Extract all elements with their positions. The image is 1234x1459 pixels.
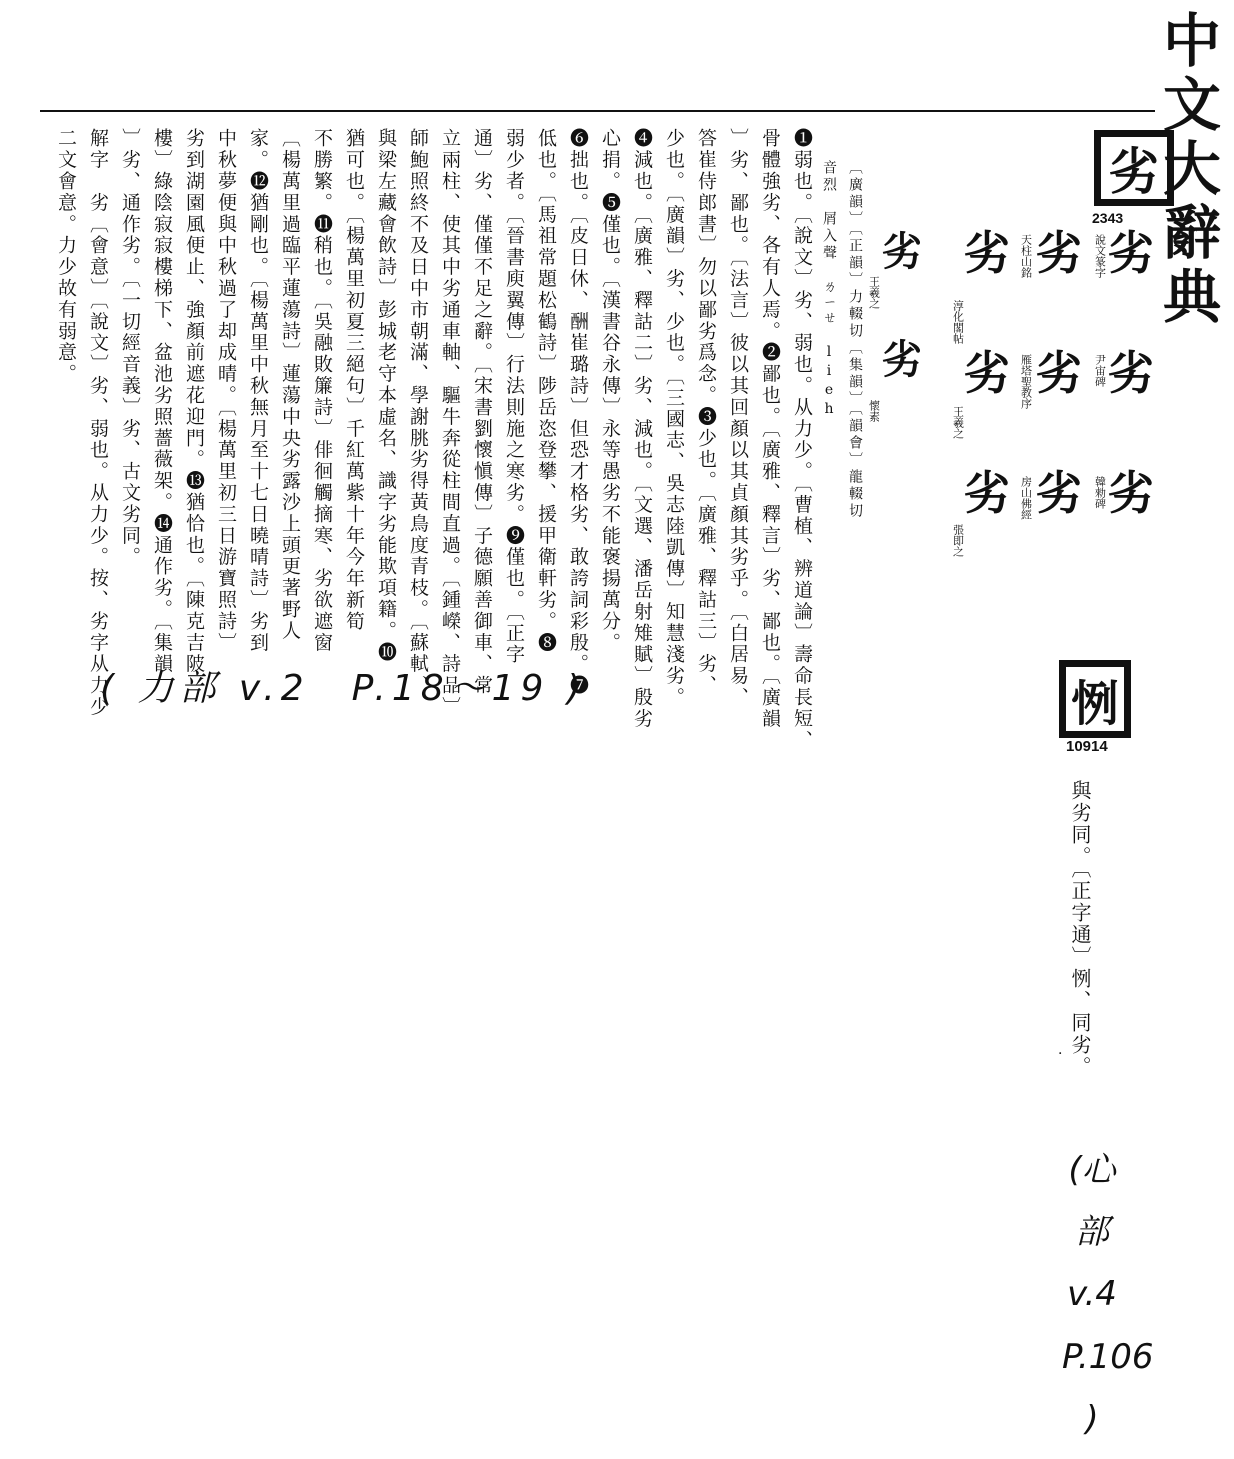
variant-glyph: 劣: [1036, 226, 1082, 280]
body-column: 低也。〔馬祖常題松鶴詩〕陟岳恣登攀、援甲衛軒劣。❽: [535, 128, 557, 654]
variant-glyph: 劣: [1108, 466, 1154, 520]
handwritten-part: P.106: [1062, 1336, 1154, 1377]
variant-label: 雁塔聖教序: [1019, 354, 1033, 409]
body-column: 二文會意。力少故有弱意。: [55, 128, 77, 385]
variant-label: 懷素: [867, 400, 881, 422]
body-column: 心捐。❺僅也。〔漢書谷永傳〕永等愚劣不能褒揚萬分。: [599, 128, 621, 654]
variant-label: 王羲之: [951, 406, 965, 439]
variant-label: 房山佛經: [1019, 476, 1033, 520]
entry-head-main: [1104, 130, 1164, 206]
body-column: ❹減也。〔廣雅、釋詁二〕劣、減也。〔文選、潘岳射雉賦〕殷劣: [631, 128, 653, 730]
entry-head-char: 㤡: [1070, 675, 1119, 732]
body-column: 劣到湖園風便止、強顏前遮花迎門。⓭猶恰也。〔陳克吉陂: [183, 128, 205, 675]
handwritten-part: v.4: [1067, 1274, 1117, 1315]
body-column: 家。⓬猶剛也。〔楊萬里中秋無月至十七日曉晴詩〕劣到: [247, 128, 269, 654]
entry-head-char: 劣: [1109, 142, 1159, 201]
handwritten-note-side: [1062, 1148, 1154, 1459]
variant-3: [1036, 226, 1082, 280]
handwritten-part: 部: [1075, 1212, 1109, 1253]
body-column: 答崔侍郎書〕勿以鄙劣爲念。❸少也。〔廣雅、釋詁三〕劣、: [695, 128, 717, 697]
body-column: 弱少者。〔晉書庾翼傳〕行法則施之寒劣。❾僅也。〔正字: [503, 128, 525, 666]
side-entry-text: 與劣同。〔正字通〕㤡、同劣。: [1068, 780, 1092, 1078]
variant-5: [1036, 466, 1082, 520]
variant-label: 張即之: [951, 524, 965, 557]
variant-label: 淳化閣帖: [951, 300, 965, 344]
body-column: ❻拙也。〔皮日休、酬崔璐詩〕但恐才格劣、敢誇詞彩殷。❼: [567, 128, 589, 697]
body-column: 中秋夢便與中秋過了却成晴。〔楊萬里初三日游寶照詩〕: [215, 128, 237, 654]
variant-glyph: 劣: [1036, 466, 1082, 520]
variant-glyph: 劣: [964, 226, 1010, 280]
body-column: 解字 劣〔會意〕〔說文〕劣、弱也。从力少。按、劣字从力少: [87, 128, 109, 718]
body-column: 〕劣、通作劣。〔一切經音義〕劣、古文劣同。: [119, 128, 141, 568]
book-title: 中文大辭典: [1153, 10, 1221, 330]
variant-label: 韓勑碑: [1093, 476, 1107, 509]
body-column: 不勝繁。⓫稍也。〔吳融敗簾詩〕俳徊觸摘寒、劣欲遮窗: [311, 128, 333, 654]
body-column: 通〕劣、僅僅不足之辭。〔宋書劉懷愼傳〕子德願善御車、常: [471, 128, 493, 697]
body-column: 猶可也。〔楊萬里初夏三絕句〕千紅萬紫十年今年新筍: [343, 128, 365, 633]
variant-9: [882, 228, 922, 275]
variant-1: [1108, 346, 1154, 400]
variant-label: 尹宙碑: [1093, 354, 1107, 387]
entry-head-side: [1069, 660, 1121, 738]
handwritten-note: ( 力部 v.2 P.18～19 ): [100, 668, 587, 709]
variant-glyph: 劣: [964, 346, 1010, 400]
body-column: 〔楊萬里過臨平蓮蕩詩〕蓮蕩中央劣露沙上頭更著野人: [279, 128, 301, 642]
body-column: ❶弱也。〔說文〕劣、弱也。从力少。〔曹植、辨道論〕壽命長短、: [791, 128, 813, 751]
variant-10: [882, 336, 922, 383]
variant-glyph: 劣: [1108, 226, 1154, 280]
body-column: 骨體強劣、各有人焉。❷鄙也。〔廣雅、釋言〕劣、鄙也。〔廣韻: [759, 128, 781, 730]
entry-number-main: 2343: [1092, 210, 1124, 226]
variant-0: [1108, 226, 1154, 280]
entry-number-side: 10914: [1066, 738, 1108, 755]
variant-4: [1036, 346, 1082, 400]
body-column: 少也。〔廣韻〕劣、少也。〔三國志、吳志陸凱傳〕知慧淺劣。: [663, 128, 685, 709]
variant-glyph: 劣: [964, 466, 1010, 520]
variant-6: [964, 226, 1010, 280]
variant-glyph: 劣: [1108, 346, 1154, 400]
reading-line: 〔廣韻〕〔正韻〕力輟切〔集韻〕〔韻會〕龍輟切: [847, 160, 863, 520]
variant-glyph: 劣: [1036, 346, 1082, 400]
body-column: 立兩柱、使其中劣通車軸、驅牛奔從柱間直過。〔鍾嶸、詩品〕: [439, 128, 461, 718]
handwritten-part: (心: [1068, 1150, 1116, 1190]
variant-label: 說文篆字: [1093, 234, 1107, 278]
variant-8: [964, 466, 1010, 520]
body-column: 師鮑照終不及日中市朝滿、學謝朓劣得黃鳥度青枝。〔蘇軾、: [407, 128, 429, 697]
body-column: 與梁左藏會飲詩〕彭城老守本虛名、識字劣能欺項籍。❿: [375, 128, 397, 663]
body-column: 樓〕綠陰寂寂樓梯下、盆池劣照薔薇架。⓮通作劣。〔集韻: [151, 128, 173, 675]
reading-line-2: 音烈 屑入聲 ㄌㄧㄝ lieh: [821, 160, 837, 421]
stray-mark: ·: [1058, 1046, 1063, 1062]
variant-glyph: 劣: [882, 336, 922, 383]
variant-2: [1108, 466, 1154, 520]
variant-label: 王羲之: [867, 276, 881, 309]
variant-label: 天柱山銘: [1019, 234, 1033, 278]
body-column: 〕劣、鄙也。〔法言〕彼以其回顏以其貞顏其劣乎。〔白居易、: [727, 128, 749, 709]
handwritten-part: ): [1085, 1398, 1099, 1439]
variant-glyph: 劣: [882, 228, 922, 275]
header-rule: [40, 110, 1155, 112]
variant-7: [964, 346, 1010, 400]
